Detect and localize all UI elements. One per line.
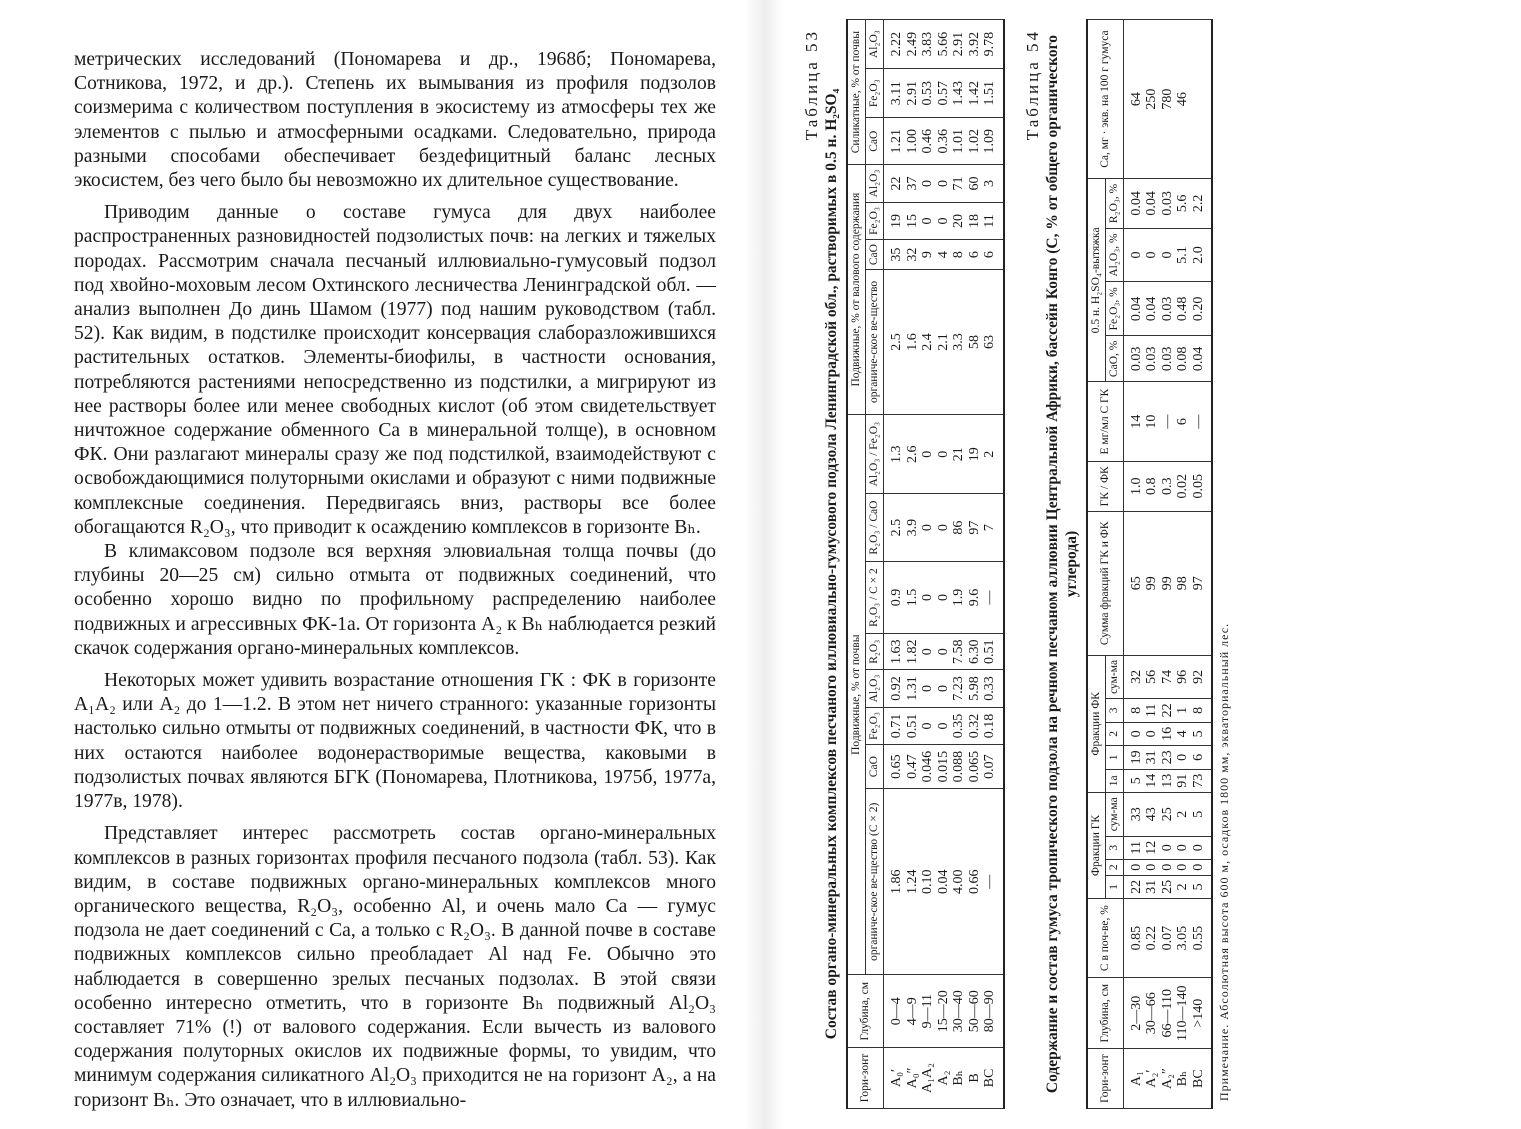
table54-cell-g2: 0 — [1191, 859, 1213, 875]
table54-cell-f1: 6 — [1191, 746, 1213, 769]
table53-cell-fe: 0.51 — [905, 707, 921, 744]
table53-cell-d: 4—9 — [905, 975, 921, 1047]
table54-cell-sum: 98 — [1175, 511, 1191, 655]
table54-cell-f2: 0 — [1123, 722, 1144, 745]
table53-cell-r_ca: 3.9 — [905, 494, 921, 561]
table54-cell-fs: 56 — [1144, 655, 1160, 699]
table-row — [920, 20, 936, 1109]
table53-cell-v_fe: 0 — [920, 202, 936, 239]
table53-cell-s_al: 2.91 — [951, 20, 967, 69]
table53-cell-r: 7.58 — [951, 634, 967, 670]
table54-cell-f2: 4 — [1175, 722, 1191, 745]
table53-cell-r_ca: 2.5 — [884, 494, 905, 561]
table54-cell-g2: 0 — [1160, 859, 1176, 875]
t54-h-g1: 1 — [1105, 875, 1123, 898]
table53-cell-s_al: 2.49 — [905, 20, 921, 69]
table53-cell-d: 80—90 — [982, 975, 1004, 1047]
table53-cell-r_c: 0 — [920, 561, 936, 634]
t54-h-g3: 3 — [1105, 836, 1123, 859]
table54-cell-fs: 74 — [1160, 655, 1176, 699]
table53-cell-fe: 0.35 — [951, 707, 967, 744]
t53-h-s-fe: Fe₂O₃ — [866, 69, 884, 118]
table54-cell-r: 5.6 — [1175, 179, 1191, 229]
t54-h-f1a: 1а — [1105, 769, 1123, 792]
t53-h-r: R₂O₃ — [866, 634, 884, 670]
t54-h-fe: Fe₂O₃, % — [1105, 282, 1123, 336]
paragraph-1: метрических исследований (Пономарева и др., 1968б; Пономарева, Сотникова, 1972, и др.). Степень их вымывания из профиля подзолов соизмерима с количеством поступления в экосистему из атмосферы тех же элементов с пылью и атмосферными осадками. Следовательно, природа разными способами обеспечивает бездефицитный баланс лесных экосистем, без чего было бы невозможно их длительное существование. — [74, 49, 716, 192]
table53-cell-r: 0 — [936, 634, 952, 670]
table54-cell-d: 2—30 — [1123, 978, 1144, 1049]
table54-cell-d: 110—140 — [1175, 978, 1191, 1049]
table53-cell-v_al: 60 — [967, 165, 983, 202]
t53-h-horizon: Гори-зонт — [847, 1047, 884, 1108]
table53-cell-v_org: 2.1 — [936, 269, 952, 414]
table54-cell-sum: 99 — [1144, 511, 1160, 655]
table54-cell-f1a: 13 — [1160, 769, 1176, 792]
table53-cell-r: 0 — [920, 634, 936, 670]
t54-h-al: Al₂O₃, % — [1105, 228, 1123, 282]
table53 — [846, 19, 1005, 1109]
table53-cell-s_al: 3.83 — [920, 20, 936, 69]
paragraph-2: Приводим данные о составе гумуса для двух наиболее распространенных разновидностей подзолистых почв: на легких и тяжелых породах. Рассмотрим сначала песчаный иллювиально-гумусовый подзол под хвойно-моховым лесом Охтинского лесничества Ленинградской обл. — анализ выполнен До динь Шамом (1977) под нашим руководством (табл. 52). Как видим, в подстилке происходит консервация слаборазложившихся растительных остатков. Элементы-биофилы, в частности основания, потребляются растениями непосредственно из подстилки, а мигрируют из нее растворы более или менее свободных кислот (об этом свидетельствует ничтожное содержание обменного Ca в минеральной толще), в основном ФК. Они разлагают минералы сразу же под подстилкой, взаимодействуют с освобождающимися полуторными окислами и образуют с ними подвижные комплексные соединения. Передвигаясь вниз, растворы все более обогащаются R₂O₃, что приводит к осаждению комплексов в горизонте Bₕ. — [74, 202, 716, 538]
table53-cell-v_cao: 6 — [967, 240, 983, 270]
table54-cell-f2: 5 — [1191, 722, 1213, 745]
table53-cell-v_al: 3 — [982, 165, 1004, 202]
table53-cell-cao: 0.65 — [884, 745, 905, 789]
table54-cell-ratio: 0.3 — [1160, 461, 1176, 511]
t54-h-gs: сум-ма — [1105, 793, 1123, 837]
table53-cell-cao: 0.088 — [951, 745, 967, 789]
table54-cell-h: BC — [1191, 1049, 1213, 1109]
table53-cell-org: 4.00 — [951, 789, 967, 975]
table53-cell-d: 9—11 — [920, 975, 936, 1047]
table54-cell-e: 6 — [1175, 382, 1191, 461]
table-row — [936, 20, 952, 1109]
table54-cell-r: 0.04 — [1144, 179, 1160, 229]
t53-h-al-fe: Al₂O₃ / Fe₂O₃ — [866, 414, 884, 493]
table53-cell-h: A₀′ — [884, 1047, 905, 1108]
table53-cell-al_fe: 2.6 — [905, 414, 921, 493]
table53-cell-s_fe: 3.11 — [884, 69, 905, 118]
t54-h-f1: 1 — [1105, 746, 1123, 769]
table53-cell-al_fe: 21 — [951, 414, 967, 493]
table54-cell-fe: 0.48 — [1175, 282, 1191, 336]
table53-cell-d: 0—4 — [884, 975, 905, 1047]
t53-h-v-org: органиче-ское ве-щество — [866, 269, 884, 414]
t53-h-silicate: Силикатные, % от почвы — [847, 20, 866, 165]
table54-label: Таблица 54 — [1022, 29, 1042, 141]
table54-cell-e: 10 — [1144, 382, 1160, 461]
table53-cell-v_al: 71 — [951, 165, 967, 202]
table54-cell-g1: 5 — [1191, 875, 1213, 898]
table53-cell-r: 1.82 — [905, 634, 921, 670]
table54-cell-g1: 25 — [1160, 875, 1176, 898]
table54-cell-ratio: 0.02 — [1175, 461, 1191, 511]
t54-h-ratio: ГК / ФК — [1087, 461, 1124, 511]
table53-cell-r: 6.30 — [967, 634, 983, 670]
table53-cell-v_cao: 32 — [905, 240, 921, 270]
table54-cell-r: 2.2 — [1191, 179, 1213, 229]
table53-cell-al_fe: 2 — [982, 414, 1004, 493]
table53-cell-r_c: 1.5 — [905, 561, 921, 634]
table53-cell-al_fe: 0 — [936, 414, 952, 493]
table53-cell-al_fe: 19 — [967, 414, 983, 493]
table53-cell-al: 0 — [920, 670, 936, 707]
t53-h-r-c: R₂O₃ / C × 2 — [866, 561, 884, 634]
table-row — [1160, 20, 1176, 1109]
t54-h-g2: 2 — [1105, 859, 1123, 875]
table53-cell-cao: 0.47 — [905, 745, 921, 789]
table54-cell-ca: 46 — [1175, 20, 1191, 179]
table-row — [967, 20, 983, 1109]
table54-body — [1123, 20, 1212, 1109]
t54-h-f2: 2 — [1105, 722, 1123, 745]
table53-cell-v_fe: 0 — [936, 202, 952, 239]
table53-cell-v_al: 0 — [936, 165, 952, 202]
table54-cell-e: — — [1160, 382, 1176, 461]
paragraph-4: Некоторых может удивить возрастание отношения ГК : ФК в горизонте A₁A₂ или A₂ до 1—1.2. В этом нет ничего странного: указанные горизонты настолько сильно отмыты от подвижных соединений, в частности ФК, что в них остаются наиболее водонерастворимые вещества, каковыми в подзолистых почвах являются БГК (Пономарева, Плотникова, 1975б, 1977а, 1977в, 1978). — [74, 670, 716, 813]
table53-cell-v_al: 22 — [884, 165, 905, 202]
table53-cell-d: 30—40 — [951, 975, 967, 1047]
table53-cell-s_cao: 1.00 — [905, 118, 921, 165]
table-row — [982, 20, 1004, 1109]
t53-h-mobile-total: Подвижные, % от валового содержания — [847, 165, 866, 415]
table54-cell-f1a: 5 — [1123, 769, 1144, 792]
t54-h-horizon: Гори-зонт — [1087, 1049, 1124, 1109]
table53-cell-v_al: 37 — [905, 165, 921, 202]
t53-h-fe: Fe₂O₃ — [866, 707, 884, 744]
table54-cell-g3: 0 — [1160, 836, 1176, 859]
table53-cell-v_org: 63 — [982, 269, 1004, 414]
table54-cell-f2: 0 — [1144, 722, 1160, 745]
t54-h-gk: Фракции ГК — [1087, 793, 1106, 899]
table54-cell-d: 30—66 — [1144, 978, 1160, 1049]
t53-h-v-fe: Fe₂O₃ — [866, 202, 884, 239]
table53-cell-cao: 0.065 — [967, 745, 983, 789]
table54-cell-fe: 0.04 — [1144, 282, 1160, 336]
table54-cell-r: 0.03 — [1160, 179, 1176, 229]
table54-cell-al: 0 — [1144, 228, 1160, 282]
table53-cell-v_fe: 19 — [884, 202, 905, 239]
table53-cell-h: B — [967, 1047, 983, 1108]
t53-h-cao: CaO — [866, 745, 884, 789]
table53-cell-h: A₂ — [936, 1047, 952, 1108]
table54-cell-sum: 99 — [1160, 511, 1176, 655]
t54-h-ca: Ca, мг · экв. на 100 г гумуса — [1087, 20, 1124, 179]
table54-cell-c: 0.22 — [1144, 899, 1160, 978]
table54-cell-cao: 0.03 — [1160, 336, 1176, 382]
table54-cell-ca: 64 — [1123, 20, 1144, 179]
table53-cell-al: 0.92 — [884, 670, 905, 707]
table53-cell-v_org: 58 — [967, 269, 983, 414]
table54-cell-e: 14 — [1123, 382, 1144, 461]
table54-cell-c: 3.05 — [1175, 899, 1191, 978]
table54-cell-fs: 96 — [1175, 655, 1191, 699]
table53-cell-org: 1.86 — [884, 789, 905, 975]
table54-cell-al: 0 — [1160, 228, 1176, 282]
t54-h-f3: 3 — [1105, 699, 1123, 722]
book-gutter — [742, 0, 782, 1129]
table-row — [1191, 20, 1213, 1109]
table-row — [1123, 20, 1144, 1109]
table54-cell-al: 5.1 — [1175, 228, 1191, 282]
t53-h-mobile-soil: Подвижные, % от почвы — [847, 414, 866, 974]
t54-h-e: E мг/мл C ГК — [1087, 382, 1124, 461]
table54-cell-g2: 0 — [1175, 859, 1191, 875]
table54-cell-ca: 780 — [1160, 20, 1176, 179]
table54-cell-g1: 2 — [1175, 875, 1191, 898]
t54-h-cao: CaO, % — [1105, 336, 1123, 382]
table54 — [1086, 19, 1214, 1109]
table53-cell-s_cao: 1.21 — [884, 118, 905, 165]
table53-cell-org: 1.24 — [905, 789, 921, 975]
table53-cell-h: BC — [982, 1047, 1004, 1108]
table54-cell-ca: 250 — [1144, 20, 1160, 179]
table53-cell-v_org: 2.5 — [884, 269, 905, 414]
table54-cell-sum: 65 — [1123, 511, 1144, 655]
table53-cell-fe: 0.18 — [982, 707, 1004, 744]
table53-cell-al: 0.33 — [982, 670, 1004, 707]
table53-cell-fe: 0 — [920, 707, 936, 744]
table53-cell-cao: 0.07 — [982, 745, 1004, 789]
table53-cell-v_cao: 6 — [982, 240, 1004, 270]
table53-cell-r_c: 9.6 — [967, 561, 983, 634]
t54-h-c: C в поч-ве, % — [1087, 899, 1124, 978]
table54-cell-f3: 8 — [1191, 699, 1213, 722]
table54-cell-c: 0.55 — [1191, 899, 1213, 978]
t53-h-s-al: Al₂O₃ — [866, 20, 884, 69]
table54-cell-ratio: 0.8 — [1144, 461, 1160, 511]
table53-cell-h: Bₕ — [951, 1047, 967, 1108]
table54-cell-g1: 22 — [1123, 875, 1144, 898]
table53-cell-v_cao: 35 — [884, 240, 905, 270]
table53-cell-v_cao: 9 — [920, 240, 936, 270]
table54-cell-f3: 8 — [1123, 699, 1144, 722]
table54-cell-cao: 0.04 — [1191, 336, 1213, 382]
table53-cell-v_fe: 11 — [982, 202, 1004, 239]
table54-cell-d: >140 — [1191, 978, 1213, 1049]
table53-cell-s_cao: 0.36 — [936, 118, 952, 165]
table54-cell-h: A₁ — [1123, 1049, 1144, 1109]
table54-cell-g3: 0 — [1175, 836, 1191, 859]
table-row — [884, 20, 905, 1109]
table53-cell-s_fe: 0.53 — [920, 69, 936, 118]
table54-cell-d: 66—110 — [1160, 978, 1176, 1049]
table53-cell-d: 15—20 — [936, 975, 952, 1047]
table54-cell-f3: 22 — [1160, 699, 1176, 722]
table53-cell-al: 1.31 — [905, 670, 921, 707]
table53-cell-r_c: 1.9 — [951, 561, 967, 634]
table53-cell-s_cao: 1.02 — [967, 118, 983, 165]
table54-cell-al: 2.0 — [1191, 228, 1213, 282]
table54-cell-f3: 11 — [1144, 699, 1160, 722]
table54-cell-f1a: 91 — [1175, 769, 1191, 792]
table53-cell-s_cao: 1.01 — [951, 118, 967, 165]
table53-cell-al_fe: 1.3 — [884, 414, 905, 493]
table54-cell-gs: 5 — [1191, 793, 1213, 837]
table53-cell-v_fe: 15 — [905, 202, 921, 239]
t54-h-fs: сум-ма — [1105, 655, 1123, 699]
table54-cell-gs: 2 — [1175, 793, 1191, 837]
table53-cell-r_ca: 97 — [967, 494, 983, 561]
table54-cell-f2: 16 — [1160, 722, 1176, 745]
paragraph-5: Представляет интерес рассмотреть состав органо-минеральных комплексов в разных горизонтах профиля песчаного подзола (табл. 53). Как видим, в составе подвижных органо-минеральных комплексов много органического вещества, R₂O₃, особенно Al, и очень мало Ca — гумус подзола не дает соединений с Ca, а только с R₂O₃. В данной почве в составе подвижных комплексов сильно преобладает Al над Fe. Обычно это наблюдается в совершенно зрелых песчаных подзолах. В этой связи особенно интересно отметить, что в горизонте Bₕ подвижный Al₂O₃ составляет 71% (!) от валового содержания. Если вычесть из валового содержания полуторных окислов их подвижные формы, то увидим, что минимум содержания силикатного Al₂O₃ приходится не на горизонт A₂, а на горизонт Bₕ. Это означает, что в иллювиально- — [74, 823, 716, 1111]
table54-cell-ca — [1191, 20, 1213, 179]
t54-h-r: R₂O₃, % — [1105, 179, 1123, 229]
table53-cell-r_ca: 7 — [982, 494, 1004, 561]
table53-cell-s_cao: 0.46 — [920, 118, 936, 165]
table53-cell-s_al: 5.66 — [936, 20, 952, 69]
table54-cell-c: 0.07 — [1160, 899, 1176, 978]
table54-cell-ratio: 0.05 — [1191, 461, 1213, 511]
table53-cell-cao: 0.046 — [920, 745, 936, 789]
table53-cell-h: A₀″ — [905, 1047, 921, 1108]
table53-body — [884, 20, 1004, 1109]
table54-cell-g1: 31 — [1144, 875, 1160, 898]
table53-cell-r_ca: 0 — [936, 494, 952, 561]
table54-cell-fs: 32 — [1123, 655, 1144, 699]
table53-cell-s_fe: 0.57 — [936, 69, 952, 118]
t53-h-al: Al₂O₃ — [866, 670, 884, 707]
table54-cell-g3: 11 — [1123, 836, 1144, 859]
table53-cell-al_fe: 0 — [920, 414, 936, 493]
paragraph-3: В климаксовом подзоле вся верхняя элювиальная толща почвы (до глубины 20—25 см) сильно отмыта от подвижных соединений, что особенно хорошо видно по профильному распределению наиболее подвижных и агрессивных ФК-1а. От горизонта A₂ к Bₕ наблюдается резкий скачок содержания органо-минеральных комплексов. — [74, 541, 716, 659]
table53-cell-cao: 0.015 — [936, 745, 952, 789]
table54-cell-f1: 0 — [1175, 746, 1191, 769]
table54-cell-f1: 19 — [1123, 746, 1144, 769]
table53-cell-v_org: 3.3 — [951, 269, 967, 414]
t53-h-depth: Глубина, см — [847, 975, 884, 1047]
table54-cell-fe: 0.04 — [1123, 282, 1144, 336]
table53-cell-s_fe: 1.42 — [967, 69, 983, 118]
table53-label: Таблица 53 — [802, 29, 821, 141]
table53-cell-s_al: 9.78 — [982, 20, 1004, 69]
t54-h-fk: Фракции ФК — [1087, 655, 1106, 792]
table54-cell-al: 0 — [1123, 228, 1144, 282]
table54-cell-g3: 0 — [1191, 836, 1213, 859]
table-row — [951, 20, 967, 1109]
table53-cell-fe: 0.32 — [967, 707, 983, 744]
table53-cell-r: 0.51 — [982, 634, 1004, 670]
table53-cell-v_al: 0 — [920, 165, 936, 202]
table53-cell-s_al: 3.92 — [967, 20, 983, 69]
table53-cell-v_org: 2.4 — [920, 269, 936, 414]
table53-cell-r: 1.63 — [884, 634, 905, 670]
t53-h-v-cao: CaO — [866, 240, 884, 270]
table53-cell-r_ca: 86 — [951, 494, 967, 561]
table54-cell-gs: 43 — [1144, 793, 1160, 837]
table53-cell-r_c: 0 — [936, 561, 952, 634]
table-row — [1175, 20, 1191, 1109]
table53-cell-org: — — [982, 789, 1004, 975]
table54-cell-cao: 0.08 — [1175, 336, 1191, 382]
left-page-text — [74, 48, 716, 1113]
table54-cell-h: A₂′ — [1144, 1049, 1160, 1109]
right-page-tables — [790, 0, 1521, 1129]
table53-cell-v_cao: 4 — [936, 240, 952, 270]
table53-cell-org: 0.10 — [920, 789, 936, 975]
t53-h-s-cao: CaO — [866, 118, 884, 165]
table54-cell-e: — — [1191, 382, 1213, 461]
table54-cell-f1a: 73 — [1191, 769, 1213, 792]
table53-cell-v_fe: 20 — [951, 202, 967, 239]
table-row — [1144, 20, 1160, 1109]
table54-cell-gs: 25 — [1160, 793, 1176, 837]
table53-cell-r_c: 0.9 — [884, 561, 905, 634]
table54-note: Примечание. Абсолютная высота 600 м, осадков 1800 мм, экваториальный лес. — [1217, 622, 1231, 1101]
t53-h-v-al: Al₂O₃ — [866, 165, 884, 202]
t53-h-r-ca: R₂O₃ / CaO — [866, 494, 884, 561]
table53-cell-h: A₁A₂ — [920, 1047, 936, 1108]
table53-title: Состав органо-минеральных комплексов песчаного иллювиально-гумусового подзола Ленинградской обл., растворимых в 0.5 н. H₂SO₄ — [823, 88, 840, 1040]
table54-cell-gs: 33 — [1123, 793, 1144, 837]
table54-cell-r: 0.04 — [1123, 179, 1144, 229]
table53-cell-v_cao: 8 — [951, 240, 967, 270]
table53-cell-s_cao: 1.09 — [982, 118, 1004, 165]
table53-cell-fe: 0.71 — [884, 707, 905, 744]
table53-cell-r_ca: 0 — [920, 494, 936, 561]
table54-cell-fe: 0.03 — [1160, 282, 1176, 336]
table53-cell-org: 0.66 — [967, 789, 983, 975]
table54-cell-f3: 1 — [1175, 699, 1191, 722]
table54-cell-h: A₂″ — [1160, 1049, 1176, 1109]
table54-cell-f1: 23 — [1160, 746, 1176, 769]
table54-cell-g3: 12 — [1144, 836, 1160, 859]
table54-cell-fe: 0.20 — [1191, 282, 1213, 336]
t54-h-extract: 0.5 н. H₂SO₄-вытяжка — [1087, 179, 1106, 382]
table53-cell-s_al: 2.22 — [884, 20, 905, 69]
table54-cell-cao: 0.03 — [1123, 336, 1144, 382]
table54-cell-g2: 0 — [1123, 859, 1144, 875]
table53-cell-al: 7.23 — [951, 670, 967, 707]
table54-cell-f1a: 14 — [1144, 769, 1160, 792]
table53-cell-r_c: — — [982, 561, 1004, 634]
table54-cell-ratio: 1.0 — [1123, 461, 1144, 511]
table53-cell-al: 5.98 — [967, 670, 983, 707]
table-row — [905, 20, 921, 1109]
table54-cell-c: 0.85 — [1123, 899, 1144, 978]
table54-cell-h: Bₕ — [1175, 1049, 1191, 1109]
table53-cell-s_fe: 2.91 — [905, 69, 921, 118]
table54-cell-sum: 97 — [1191, 511, 1213, 655]
table53-cell-v_org: 1.6 — [905, 269, 921, 414]
t53-h-org: органиче-ское ве-щество (C × 2) — [866, 789, 884, 975]
table54-cell-f1: 31 — [1144, 746, 1160, 769]
table54-cell-g2: 0 — [1144, 859, 1160, 875]
table54-cell-fs: 92 — [1191, 655, 1213, 699]
table53-cell-s_fe: 1.43 — [951, 69, 967, 118]
table53-cell-org: 0.04 — [936, 789, 952, 975]
table53-cell-fe: 0 — [936, 707, 952, 744]
t54-h-sum: Сумма фракций ГК и ФК — [1087, 511, 1124, 655]
table53-cell-s_fe: 1.51 — [982, 69, 1004, 118]
table53-cell-d: 50—60 — [967, 975, 983, 1047]
table53-cell-v_fe: 18 — [967, 202, 983, 239]
table54-cell-cao: 0.03 — [1144, 336, 1160, 382]
table53-cell-al: 0 — [936, 670, 952, 707]
table54-title: Содержание и состав гумуса тропического подзола на речном песчаном аллювии Центральной Африки, бассейн Конго (C, % от общего органического углерода) — [1043, 34, 1080, 1094]
t54-h-depth: Глубина, см — [1087, 978, 1124, 1049]
